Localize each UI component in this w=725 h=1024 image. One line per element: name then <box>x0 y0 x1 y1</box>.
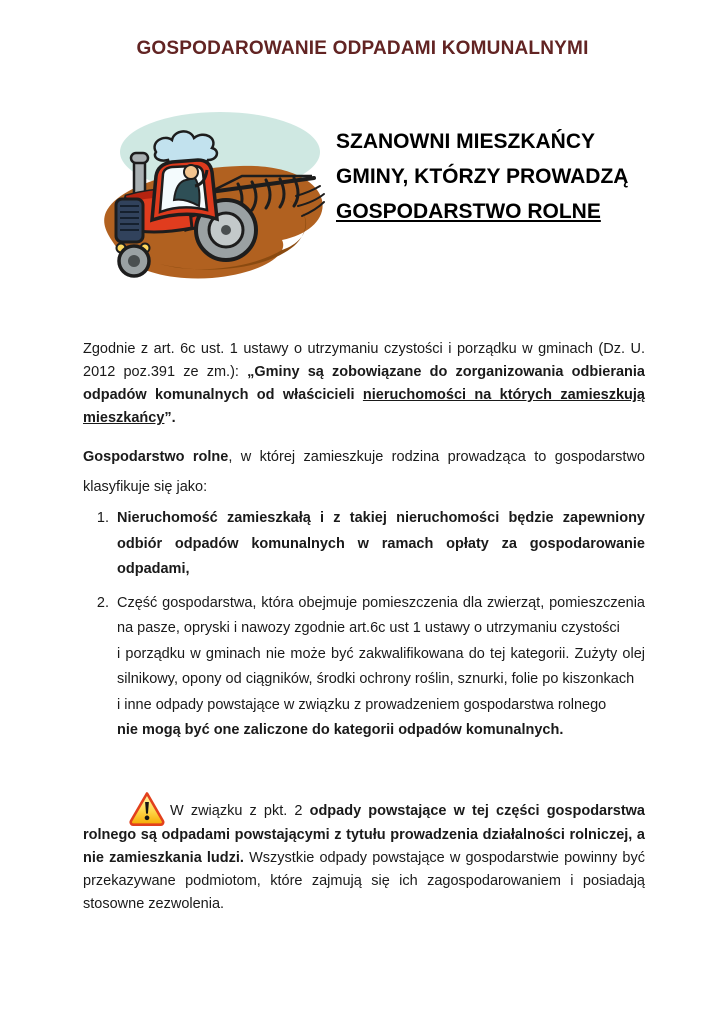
warning-paragraph <box>83 790 645 916</box>
classification-list <box>83 506 645 744</box>
warning-icon <box>128 790 166 824</box>
intro-paragraph: Zgodnie z art. 6c ust. 1 ustawy o utrzymaniu czystości i porządku w gminach (Dz. U. 2012 poz.391 ze zm.): „Gminy są zobowiązane do zorganizowania odbierania odpadów komunalnych od właścicieli nieruchomości na których zamieszkują mieszkańcy”. <box>83 341 645 426</box>
list-item-2: 2. Część gospodarstwa, która obejmuje pomieszczenia dla zwierząt, pomieszczenia na pasze, opryski i nawozy zgodnie art.6c ust 1 ustawy o utrzymaniu czystości i porządku w gminach nie może być zakwalifikowana do tej kategorii. Zużyty olej silnikowy, opony od ciągników, środki ochrony roślin, sznurki, folie po kiszonkach i inne odpady powstające w związku z prowadzeniem gospodarstwa rolnego nie mogą być one zaliczone do kategorii odpadów komunalnych. <box>113 591 645 744</box>
subtitle-line-1: SZANOWNI MIESZKAŃCY <box>336 130 595 153</box>
tractor-clipart-image <box>90 100 330 296</box>
classification-paragraph: Gospodarstwo rolne, w której zamieszkuje rodzina prowadząca to gospodarstwo klasyfikuje się jako: <box>83 449 645 495</box>
document-title: GOSPODAROWANIE ODPADAMI KOMUNALNYMI <box>136 38 589 59</box>
document-subtitle <box>336 100 628 296</box>
tractor-icon <box>90 100 330 296</box>
subtitle-line-2: GMINY, KTÓRZY PROWADZĄ <box>336 165 629 188</box>
warning-text: W związku z pkt. 2 odpady powstające w tej części gospodarstwa rolnego są odpadami powstającymi z tytułu prowadzenia działalności rolniczej, a nie zamieszkania ludzi. Wszystkie odpady powstające w gospodarstwie powinny być przekazywane podmiotom, które zajmują się ich zagospodarowaniem i posiadają stosowne zezwolenia. <box>83 802 645 912</box>
list-item-1: 1. Nieruchomość zamieszkałą i z takiej nieruchomości będzie zapewniony odbiór odpadów komunalnych w ramach opłaty za gospodarowanie odpadami, <box>113 506 645 583</box>
hero-section <box>90 100 665 296</box>
subtitle-line-3: GOSPODARSTWO ROLNE <box>336 200 601 223</box>
